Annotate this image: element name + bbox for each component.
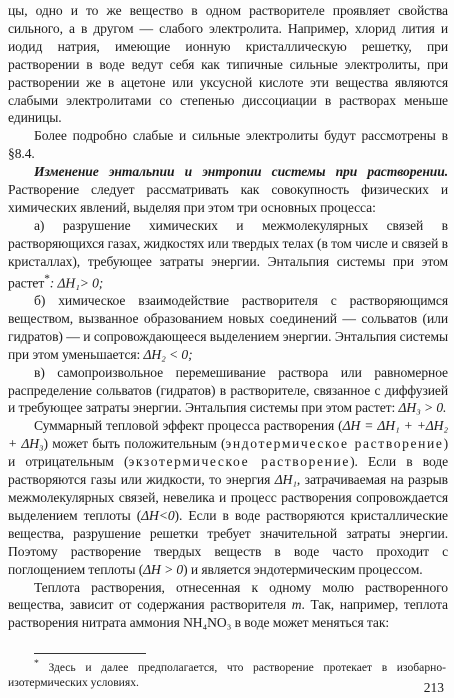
paragraph-reference: Более подробно слабые и сильные электролиты будут рассмотрены в §8.4. xyxy=(8,128,448,162)
term-exothermic: экзотермическое растворение xyxy=(128,454,351,470)
item-b-text: б) химическое взаимодействие растворителя с растворяющимся веществом, вызванное образованием новых соединений — сольватов (или гидратов) — и сопровождающееся выделением энергии. Энтальпия системы при этом уменьшается: xyxy=(8,293,448,362)
item-c-formula: ΔH₃ > 0. xyxy=(398,400,447,416)
heat-paragraph xyxy=(8,579,448,633)
term-endothermic: эндотермическое растворение xyxy=(225,436,444,452)
section-heading: Изменение энтальпии и энтропии системы при растворении. xyxy=(34,164,448,180)
footnote-mark: * xyxy=(34,658,39,669)
paragraph-electrolytes: цы, одно и то же вещество в одном растворителе проявляет свойства сильного, а в другом — слабого электролита. Например, хлорид лития и иодид натрия, имеющие ионную кристаллическую решетку, при растворении в воде ведут себя как типичные сильные электролиты, при растворении же в ацетоне или уксусной кислоте эти вещества являются слабыми электролитами со степенью диссоциации в растворах меньше единицы. xyxy=(8,3,448,126)
item-a-formula: : ΔH₁> 0; xyxy=(49,275,104,291)
summary-formula-h1: ΔH₁ xyxy=(274,472,297,488)
item-b xyxy=(8,292,448,364)
summary-paragraph xyxy=(8,417,448,578)
page-number: 213 xyxy=(423,680,444,695)
summary-text-3: ) и отрицательным ( xyxy=(8,436,448,470)
summary-formula-negative: ΔH<0 xyxy=(141,507,175,523)
heat-text-3: в воде может меняться так: xyxy=(234,615,390,631)
footnote-text: Здесь и далее предполагается, что растворение протекает в изобарно-изотермических условиях. xyxy=(8,660,446,689)
item-a xyxy=(8,217,448,292)
variable-m: m xyxy=(291,597,302,613)
summary-text-4: ). Если в воде растворяются газы или жидкости, то энергия xyxy=(8,454,449,488)
summary-text-1: Суммарный тепловой эффект процесса растворения ( xyxy=(34,418,343,434)
footnote-divider xyxy=(34,653,146,654)
heat-text-2: . Так, например, теплота растворения нитрата аммония xyxy=(8,597,448,631)
section-paragraph xyxy=(8,163,448,217)
item-c xyxy=(8,364,448,418)
summary-formula-total: ΔH = ΔH₁ + +ΔH₂ + ΔH₃ xyxy=(8,418,449,452)
summary-formula-positive: ΔH > 0 xyxy=(143,561,184,577)
section-intro: Растворение следует рассматривать как совокупность физических и химических явлений, выделяя при этом три основных процесса: xyxy=(8,182,448,215)
summary-text-6: ). Если в воде растворяются кристаллические вещества, разрушение решетки требует значительной затраты энергии. Поэтому растворение твердых веществ в воде часто проходит с поглощением теплоты ( xyxy=(8,507,448,577)
summary-text-2: ) может быть положительным ( xyxy=(43,436,226,452)
summary-text-5: , затрачиваемая на разрыв межмолекулярных связей, невелика и процесс растворения сопровождается выделением теплоты ( xyxy=(8,472,448,523)
footnote-marker: * xyxy=(44,272,50,285)
item-b-formula: ΔH₂ < 0; xyxy=(143,346,193,362)
item-a-text: а) разрушение химических и межмолекулярных связей в растворяющихся газах, жидкостях или твердых телах (в том числе и связей в кристаллах), требующее затраты энергии. Энтальпия системы при этом растет xyxy=(8,217,448,291)
footnote xyxy=(8,656,446,690)
main-text xyxy=(8,2,448,632)
summary-text-7: ) и является эндотермическим процессом. xyxy=(183,561,423,577)
compound-formula: NH₄NO₃ xyxy=(183,615,232,631)
heat-text-1: Теплота растворения, отнесенная к одному молю растворенного вещества, зависит от содержания растворителя xyxy=(8,579,448,613)
item-c-text: в) самопроизвольное перемешивание раствора или равномерное распределение сольватов (гидратов) в растворителе, связанное с диффузией и требующее затраты энергии. Энтальпия системы при этом растет: xyxy=(8,364,448,416)
